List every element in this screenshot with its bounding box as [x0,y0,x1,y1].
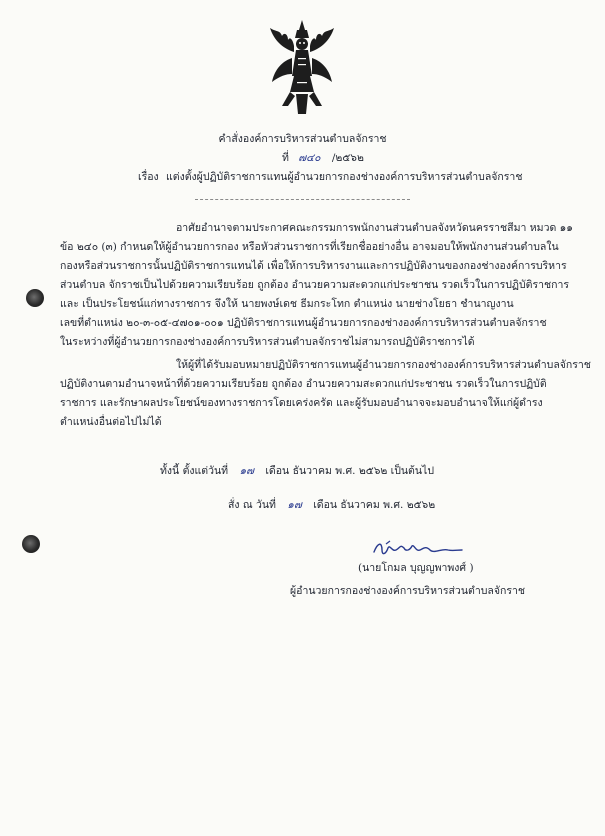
order-number-suffix: /๒๕๖๒ [331,152,364,164]
signer-position: ผู้อำนวยการกองช่างองค์การบริหารส่วนตำบลจักราช [290,585,525,597]
paragraph-2-line-2: ปฏิบัติงานตามอำนาจหน้าที่ด้วยความเรียบร้อย ถูกต้อง อำนวยความสะดวกแก่ประชาชน รวดเร็วในการปฏิบัติ [60,378,547,390]
paragraph-2-line-3: ราชการ และรักษาผลประโยชน์ของทางราชการโดยเคร่งครัด และผู้รับมอบอำนาจจะมอบอำนาจให้แก่ผู้ดำรง [60,397,543,409]
effective-date-day: ๑๗ [239,465,254,477]
header-divider [195,199,410,200]
garuda-emblem-icon [268,18,336,116]
effective-date-suffix: เดือน ธันวาคม พ.ศ. ๒๕๖๒ เป็นต้นไป [265,465,434,477]
subject-label: เรื่อง [138,171,159,183]
order-number-value: ๗๔๐ [298,152,321,164]
ordered-date-day: ๑๗ [287,499,302,511]
handwritten-signature-icon [372,538,464,560]
paragraph-1-line-1: อาศัยอำนาจตามประกาศคณะกรรมการพนักงานส่วนตำบลจังหวัดนครราชสีมา หมวด ๑๑ [176,222,573,234]
paragraph-1-line-4: ส่วนตำบล จักราชเป็นไปด้วยความเรียบร้อย ถูกต้อง อำนวยความสะดวกแก่ประชาชน รวดเร็วในการปฏิบัติราชการ [60,279,570,291]
ordered-date-suffix: เดือน ธันวาคม พ.ศ. ๒๕๖๒ [313,499,436,511]
order-title: คำสั่งองค์การบริหารส่วนตำบลจักราช [218,133,387,145]
punch-hole-bottom [22,535,40,553]
order-number [282,151,364,165]
punch-hole-top [26,289,44,307]
subject-text: แต่งตั้งผู้ปฏิบัติราชการแทนผู้อำนวยการกองช่างองค์การบริหารส่วนตำบลจักราช [166,171,523,183]
paragraph-2-line-1: ให้ผู้ที่ได้รับมอบหมายปฏิบัติราชการแทนผู้อำนวยการกองช่างองค์การบริหารส่วนตำบลจักราช [176,359,591,371]
effective-date-prefix: ทั้งนี้ ตั้งแต่วันที่ [160,465,229,477]
paragraph-1-line-2: ข้อ ๒๔๐ (๓) กำหนดให้ผู้อำนวยการกอง หรือหัวส่วนราชการที่เรียกชื่ออย่างอื่น อาจมอบให้พนักงานส่วนตำบลใน [60,241,559,253]
ordered-date-prefix: สั่ง ณ วันที่ [228,499,276,511]
signer-name: (นายโกมล บุญญพาพงศ์ ) [358,562,474,574]
ordered-date-line [228,498,435,512]
paragraph-2-line-4: ตำแหน่งอื่นต่อไปไม่ได้ [60,416,162,428]
effective-date-line [160,464,434,478]
paragraph-1-line-5: และ เป็นประโยชน์แก่ทางราชการ จึงให้ นายพงษ์เดช ธีมกระโทก ตำแหน่ง นายช่างโยธา ชำนาญงาน [60,298,514,310]
order-number-prefix: ที่ [282,152,289,164]
paragraph-1-line-7: ในระหว่างที่ผู้อำนวยการกองช่างองค์การบริหารส่วนตำบลจักราชไม่สามารถปฏิบัติราชการได้ [60,336,475,348]
order-subject [138,170,522,184]
paragraph-1-line-6: เลขที่ตำแหน่ง ๒๐-๓-๐๕-๔๗๐๑-๐๐๑ ปฏิบัติราชการแทนผู้อำนวยการกองช่างองค์การบริหารส่วนตำบลจักราช [60,317,547,329]
paragraph-1-line-3: กองหรือส่วนราชการนั้นปฏิบัติราชการแทนได้ เพื่อให้การบริหารงานและการปฏิบัติงานของกองช่างองค์การบริหาร [60,260,567,272]
